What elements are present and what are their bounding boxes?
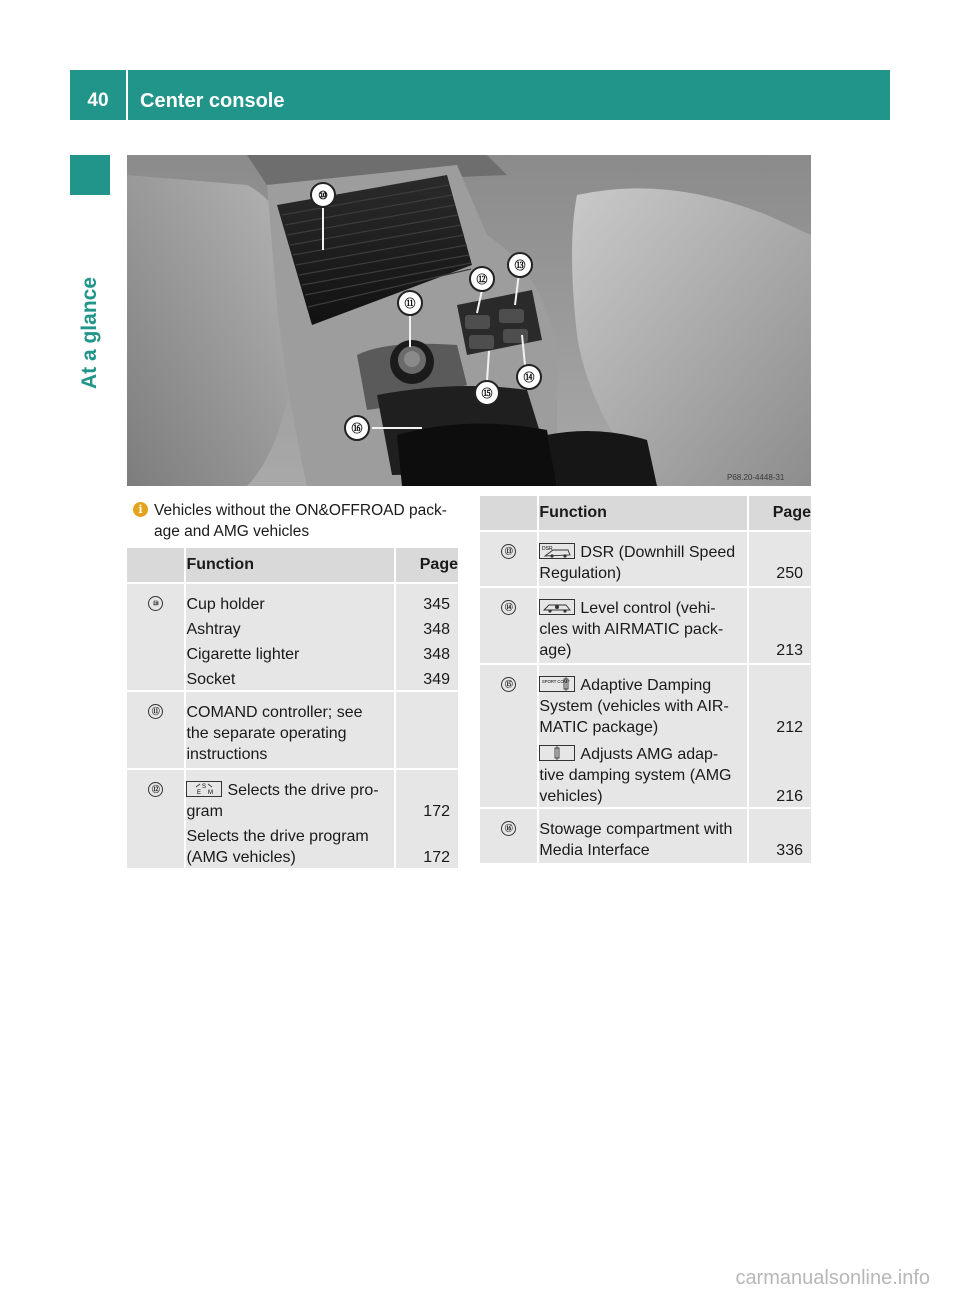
function-text: MATIC package) (539, 719, 659, 736)
function-text: Stowage compartment with (539, 821, 733, 838)
function-text: Cup holder (186, 596, 265, 613)
function-text: Level control (vehi- (580, 600, 716, 617)
watermark: carmanualsonline.info (735, 1267, 930, 1289)
table-header-num (480, 496, 539, 532)
table-row (127, 692, 458, 770)
page-ref: 348 (423, 646, 450, 663)
header-divider (126, 70, 128, 120)
dsr-icon (539, 543, 575, 559)
callout-14-label: ⑭ (523, 372, 535, 384)
svg-text:M: M (208, 790, 214, 796)
info-icon: i (133, 502, 148, 517)
function-text: vehicles) (539, 788, 603, 805)
console-illustration (127, 155, 811, 486)
drive-program-switch-icon (186, 781, 222, 797)
section-title: Center console (140, 90, 285, 112)
callout-11-label: ⑪ (404, 298, 416, 310)
function-text: age) (539, 642, 572, 659)
function-text: Socket (186, 671, 236, 688)
table-row (480, 588, 811, 665)
photo-reference-code: P68.20-4448-31 (727, 473, 785, 482)
table-header-page: Page (396, 548, 458, 584)
function-text: (AMG vehicles) (186, 849, 296, 866)
page-ref: 348 (423, 621, 450, 638)
table-row (480, 532, 811, 588)
svg-text:E: E (197, 790, 202, 796)
item-number: ⑬ (501, 544, 516, 559)
function-text: cles with AIRMATIC pack- (539, 621, 724, 638)
function-text: gram (186, 803, 223, 820)
function-text: Adaptive Damping (580, 677, 712, 694)
page-ref: 345 (423, 596, 450, 613)
side-tab-label: At a glance (78, 276, 101, 390)
callout-13-label: ⑬ (514, 260, 526, 272)
table-row (480, 665, 811, 809)
level-control-icon (539, 599, 575, 615)
center-console-photo (127, 155, 811, 486)
page-ref: 212 (776, 719, 803, 736)
sport-comf-icon (539, 676, 575, 692)
function-text: Media Interface (539, 842, 650, 859)
function-table-left (127, 548, 458, 870)
function-text: Selects the drive pro- (227, 782, 379, 799)
function-text: COMAND controller; see (186, 704, 363, 721)
item-number: ⑪ (148, 704, 163, 719)
function-text: Adjusts AMG adap- (580, 746, 719, 763)
table-header-function: Function (539, 496, 749, 532)
callout-15-label: ⑮ (481, 388, 493, 400)
item-number: ⑯ (501, 821, 516, 836)
function-table-right (480, 496, 811, 865)
table-row (127, 770, 458, 870)
page-ref: 172 (423, 803, 450, 820)
item-number: ⑫ (148, 782, 163, 797)
side-tab-marker (70, 155, 110, 195)
page-ref: 250 (776, 565, 803, 582)
function-text: the separate operating (186, 725, 347, 742)
function-text: Cigarette lighter (186, 646, 300, 663)
callout-16-label: ⑯ (351, 423, 363, 435)
function-text: tive damping system (AMG (539, 767, 732, 784)
function-text: System (vehicles with AIR- (539, 698, 729, 715)
page-ref: 213 (776, 642, 803, 659)
header-bar (70, 70, 890, 120)
svg-text:SPORT COMF: SPORT COMF (542, 679, 571, 684)
page-number: 40 (87, 90, 109, 111)
function-text: Ashtray (186, 621, 241, 638)
page-ref: 336 (776, 842, 803, 859)
function-text: Regulation) (539, 565, 622, 582)
page-ref: 172 (423, 849, 450, 866)
table-header-function: Function (186, 548, 396, 584)
damper-icon (539, 745, 575, 761)
function-text: instructions (186, 746, 268, 763)
page-ref: 216 (776, 788, 803, 805)
table-header-page: Page (749, 496, 811, 532)
info-note (133, 500, 463, 542)
function-text: Selects the drive program (186, 828, 369, 845)
item-number: ⑮ (501, 677, 516, 692)
item-number: ⑭ (501, 600, 516, 615)
svg-text:S: S (202, 784, 207, 790)
function-text: DSR (Downhill Speed (580, 544, 736, 561)
page-ref: 349 (423, 671, 450, 688)
table-row (127, 584, 458, 692)
info-note-text: Vehicles without the ON&OFFROAD package and AMG vehicles (154, 502, 447, 540)
callout-12-label: ⑫ (476, 274, 488, 286)
callout-10-label: ⑩ (318, 190, 328, 202)
table-header-num (127, 548, 186, 584)
table-row (480, 809, 811, 865)
svg-text:DSR: DSR (542, 546, 553, 552)
item-number: ⑩ (148, 596, 163, 611)
